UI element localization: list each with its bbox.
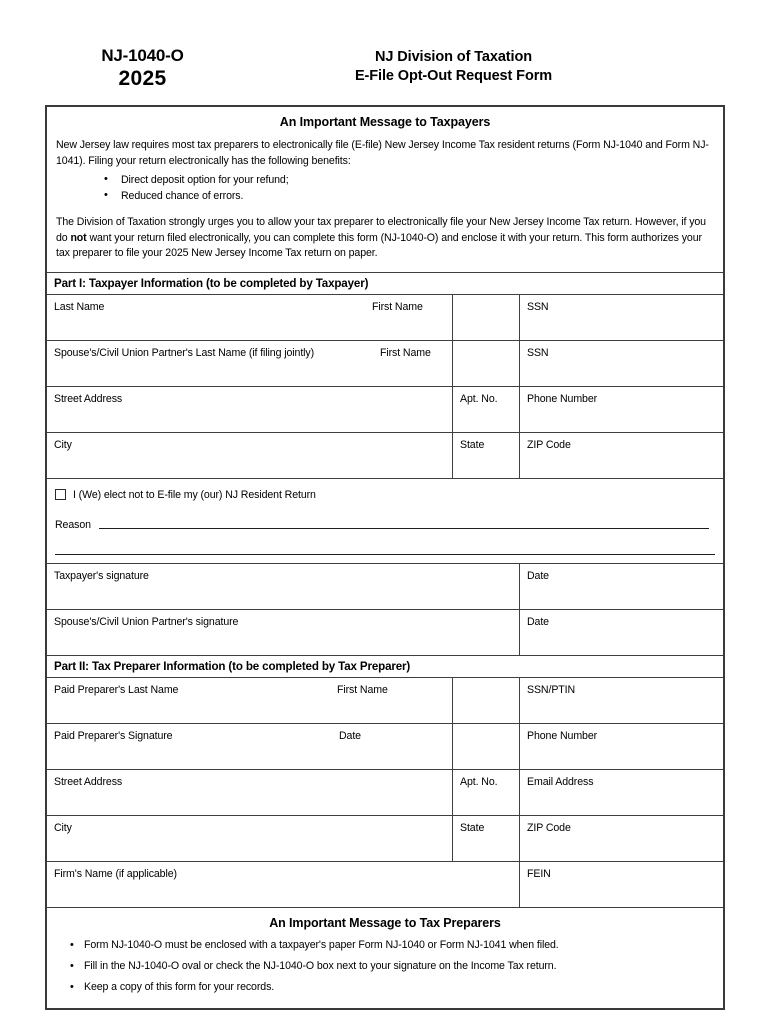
reason-input-line-2[interactable] (55, 554, 715, 555)
field-preparer-last-name[interactable] (47, 678, 453, 723)
field-label: Street Address (54, 392, 123, 405)
field-label: City (54, 821, 72, 834)
field-label: State (460, 438, 485, 451)
field-label-preparer-first-name: First Name (337, 683, 388, 696)
form-year: 2025 (118, 67, 167, 90)
field-label: State (460, 821, 485, 834)
field-label-preparer-date: Date (339, 729, 361, 742)
field-preparer-phone-number[interactable] (520, 724, 723, 769)
preparer-notice-list (56, 935, 714, 998)
taxpayer-notice-paragraph-2 (56, 215, 714, 262)
field-preparer-zip-code[interactable] (520, 816, 723, 861)
field-label-first-name: First Name (372, 300, 423, 313)
spacer (56, 204, 714, 215)
taxpayer-notice-benefits (56, 172, 714, 204)
field-label: City (54, 438, 72, 451)
list-item: • Direct deposit option for your refund; (56, 172, 714, 188)
field-spacer (453, 341, 520, 386)
paragraph-2-emphasis: not (70, 231, 87, 244)
field-label: Phone Number (527, 392, 598, 405)
field-label: FEIN (527, 867, 551, 880)
part-1-heading: Part I: Taxpayer Information (to be completed by Taxpayer) (47, 273, 723, 295)
field-taxpayer-signature[interactable] (47, 564, 520, 609)
field-last-name[interactable] (47, 295, 453, 340)
field-label: SSN (527, 346, 549, 359)
field-taxpayer-date[interactable] (520, 564, 723, 609)
field-spacer (453, 678, 520, 723)
opt-out-label: I (We) elect not to E-file my (our) NJ Resident Return (73, 488, 316, 501)
list-item: • Reduced chance of errors. (56, 188, 714, 204)
preparer-notice (47, 908, 723, 1008)
table-row (47, 341, 723, 387)
field-state[interactable] (453, 433, 520, 478)
form-number: NJ-1040-O (101, 46, 184, 65)
field-label: Street Address (54, 775, 123, 788)
opt-out-election-block (47, 479, 723, 564)
field-spacer (453, 295, 520, 340)
field-preparer-city[interactable] (47, 816, 453, 861)
field-city[interactable] (47, 433, 453, 478)
table-row (47, 816, 723, 862)
field-spouse-ssn[interactable] (520, 341, 723, 386)
field-label: Date (527, 569, 549, 582)
form-body (45, 105, 725, 1010)
preparer-notice-heading: An Important Message to Tax Preparers (269, 915, 501, 930)
field-email-address[interactable] (520, 770, 723, 815)
field-label: Spouse's/Civil Union Partner's signature (54, 615, 239, 628)
field-label: ZIP Code (527, 438, 571, 451)
reason-row (55, 519, 715, 532)
field-fein[interactable] (520, 862, 723, 907)
field-spacer (453, 724, 520, 769)
form-title-block (240, 44, 725, 86)
field-spouse-signature[interactable] (47, 610, 520, 655)
field-label: Date (527, 615, 549, 628)
table-row (47, 387, 723, 433)
field-preparer-street-address[interactable] (47, 770, 453, 815)
field-apt-no[interactable] (453, 387, 520, 432)
field-preparer-apt-no[interactable] (453, 770, 520, 815)
taxpayer-notice (47, 107, 723, 273)
field-spouse-date[interactable] (520, 610, 723, 655)
opt-out-election-line[interactable] (55, 488, 715, 502)
field-label: Phone Number (527, 729, 598, 742)
list-item: • Form NJ-1040-O must be enclosed with a taxpayer's paper Form NJ-1040 or Form NJ-1041 when filed. (56, 935, 714, 956)
field-spouse-last-name[interactable] (47, 341, 453, 386)
field-ssn[interactable] (520, 295, 723, 340)
field-label: SSN (527, 300, 549, 313)
field-phone-number[interactable] (520, 387, 723, 432)
field-label: Firm's Name (if applicable) (54, 867, 177, 880)
field-label: Paid Preparer's Last Name (54, 683, 179, 696)
opt-out-checkbox[interactable] (55, 489, 66, 500)
field-label: Spouse's/Civil Union Partner's Last Name (if filing jointly) (54, 346, 315, 359)
field-label: Apt. No. (460, 392, 498, 405)
field-label: Last Name (54, 300, 105, 313)
field-preparer-state[interactable] (453, 816, 520, 861)
list-item: • Fill in the NJ-1040-O oval or check the NJ-1040-O box next to your signature on the Income Tax return. (56, 956, 714, 977)
field-ssn-ptin[interactable] (520, 678, 723, 723)
form-title: E-File Opt-Out Request Form (354, 68, 553, 84)
taxpayer-notice-paragraph-1: New Jersey law requires most tax preparers to electronically file (E-file) New Jersey Income Tax resident returns (Form NJ-1040 and Form NJ-1041). Filing your return electronically has the following benefits: (56, 139, 709, 167)
table-row (47, 724, 723, 770)
taxpayer-notice-heading: An Important Message to Taxpayers (279, 115, 491, 129)
reason-input-line-1[interactable] (99, 528, 709, 529)
field-label: Paid Preparer's Signature (54, 729, 173, 742)
paragraph-2-tail: want your return filed electronically, you can complete this form (NJ-1040-O) and enclose it with your return. This form authorizes your tax preparer to file your 2025 New Jersey Income Tax return on paper. (56, 231, 702, 259)
table-row (47, 770, 723, 816)
table-row (47, 564, 723, 610)
table-row (47, 610, 723, 656)
field-label: Taxpayer's signature (54, 569, 149, 582)
table-row (47, 862, 723, 908)
agency-name: NJ Division of Taxation (375, 49, 532, 65)
field-label: ZIP Code (527, 821, 571, 834)
list-item: • Keep a copy of this form for your records. (56, 977, 714, 998)
field-label: SSN/PTIN (527, 683, 576, 696)
part-2-heading: Part II: Tax Preparer Information (to be completed by Tax Preparer) (47, 656, 723, 678)
field-zip-code[interactable] (520, 433, 723, 478)
reason-label: Reason (55, 518, 91, 531)
field-label-spouse-first-name: First Name (380, 346, 431, 359)
field-street-address[interactable] (47, 387, 453, 432)
field-preparer-signature[interactable] (47, 724, 453, 769)
table-row (47, 295, 723, 341)
field-firm-name[interactable] (47, 862, 520, 907)
form-identifier (45, 44, 240, 92)
field-label: Apt. No. (460, 775, 498, 788)
form-header (45, 44, 725, 102)
table-row (47, 678, 723, 724)
table-row (47, 433, 723, 479)
field-label: Email Address (527, 775, 594, 788)
paragraph-2-lead: The Division of Taxation strongly urges you to allow your tax preparer to electronically file your New Jersey Income Tax return. However, if you do (56, 216, 706, 244)
